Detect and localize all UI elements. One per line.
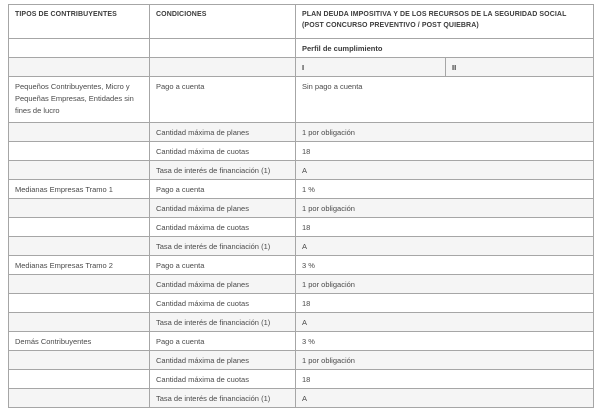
condition-cell: Tasa de interés de financiación (1) [150, 313, 296, 332]
contributor-type-cell: Medianas Empresas Tramo 2 [9, 256, 150, 275]
value-cell: 3 % [296, 256, 594, 275]
value-cell: A [296, 237, 594, 256]
empty-cell [150, 58, 296, 77]
value-cell: 3 % [296, 332, 594, 351]
condition-cell: Cantidad máxima de cuotas [150, 294, 296, 313]
condition-cell: Cantidad máxima de planes [150, 351, 296, 370]
value-cell: 18 [296, 370, 594, 389]
empty-cell [9, 275, 150, 294]
empty-cell [9, 370, 150, 389]
empty-cell [9, 58, 150, 77]
contributor-type-cell: Medianas Empresas Tramo 1 [9, 180, 150, 199]
value-cell: 1 por obligación [296, 351, 594, 370]
value-cell: 1 por obligación [296, 199, 594, 218]
empty-cell [9, 313, 150, 332]
empty-cell [9, 39, 150, 58]
condition-cell: Cantidad máxima de planes [150, 199, 296, 218]
condition-cell: Pago a cuenta [150, 180, 296, 199]
value-cell: 18 [296, 218, 594, 237]
empty-cell [9, 351, 150, 370]
empty-cell [9, 123, 150, 142]
value-cell: 1 % [296, 180, 594, 199]
empty-cell [9, 294, 150, 313]
condition-cell: Cantidad máxima de cuotas [150, 142, 296, 161]
empty-cell [9, 161, 150, 180]
empty-cell [9, 218, 150, 237]
contributor-type-cell: Pequeños Contribuyentes, Micro y Pequeñas Empresas, Entidades sin fines de lucro [9, 77, 150, 123]
condition-cell: Pago a cuenta [150, 332, 296, 351]
col-header-plan-deuda: PLAN DEUDA IMPOSITIVA Y DE LOS RECURSOS DE LA SEGURIDAD SOCIAL (POST CONCURSO PREVENTIVO / POST QUIEBRA) [296, 5, 594, 39]
contributors-plan-table [8, 4, 594, 408]
empty-cell [9, 199, 150, 218]
value-cell: 18 [296, 142, 594, 161]
empty-cell [9, 237, 150, 256]
value-cell: 18 [296, 294, 594, 313]
empty-cell [9, 389, 150, 408]
perfil-column-i: I [296, 58, 446, 77]
value-cell: 1 por obligación [296, 275, 594, 294]
condition-cell: Pago a cuenta [150, 256, 296, 275]
contributor-type-cell: Demás Contribuyentes [9, 332, 150, 351]
condition-cell: Tasa de interés de financiación (1) [150, 161, 296, 180]
value-cell: Sin pago a cuenta [296, 77, 594, 123]
value-cell: 1 por obligación [296, 123, 594, 142]
condition-cell: Cantidad máxima de planes [150, 123, 296, 142]
condition-cell: Cantidad máxima de planes [150, 275, 296, 294]
condition-cell: Cantidad máxima de cuotas [150, 370, 296, 389]
perfil-column-ii: II [446, 58, 594, 77]
col-header-condiciones: CONDICIONES [150, 5, 296, 39]
empty-cell [150, 39, 296, 58]
condition-cell: Tasa de interés de financiación (1) [150, 237, 296, 256]
condition-cell: Pago a cuenta [150, 77, 296, 123]
empty-cell [9, 142, 150, 161]
value-cell: A [296, 313, 594, 332]
condition-cell: Tasa de interés de financiación (1) [150, 389, 296, 408]
value-cell: A [296, 161, 594, 180]
value-cell: A [296, 389, 594, 408]
col-header-tipos-de-contribuyentes: TIPOS DE CONTRIBUYENTES [9, 5, 150, 39]
condition-cell: Cantidad máxima de cuotas [150, 218, 296, 237]
perfil-subheader: Perfil de cumplimiento [296, 39, 594, 58]
